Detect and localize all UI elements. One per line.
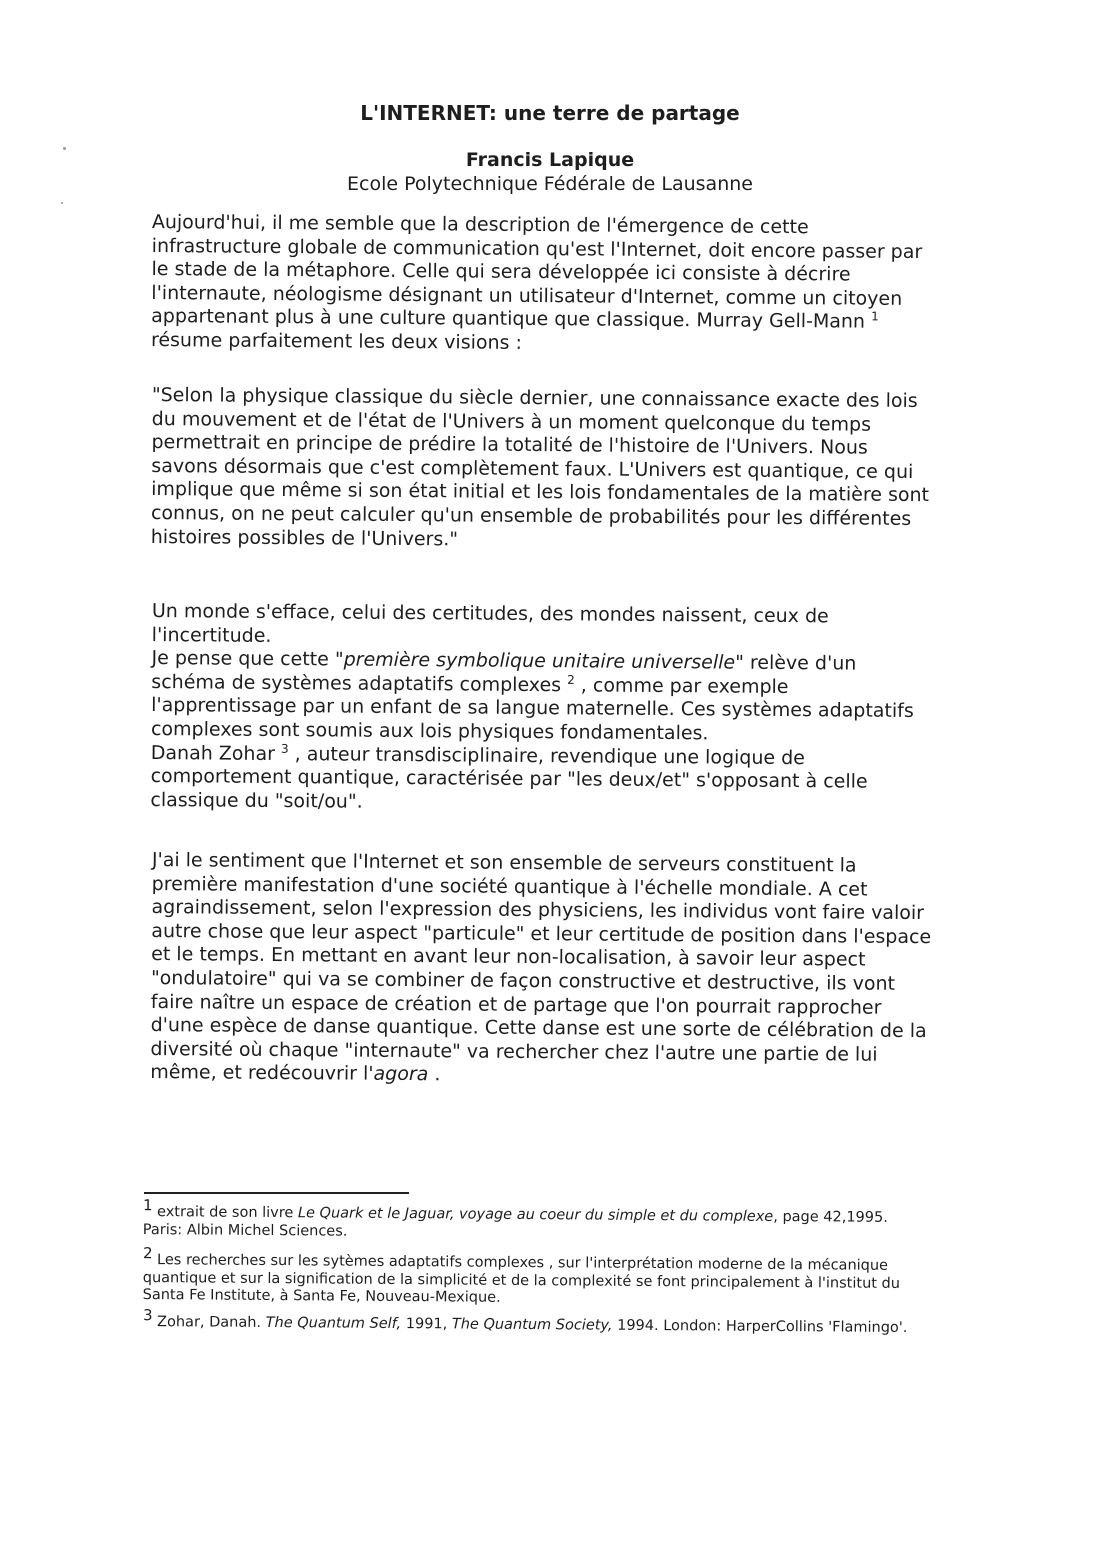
- footnote-number: 1: [142, 1196, 153, 1215]
- author-affiliation: Ecole Polytechnique Fédérale de Lausanne: [347, 173, 753, 195]
- paragraph-text: Je pense que cette ": [151, 647, 344, 671]
- paragraph-internet: [150, 849, 932, 1091]
- footnote-ref-1: 1: [871, 309, 879, 324]
- emphasis-text: première symbolique unitaire universelle: [343, 648, 736, 674]
- paragraph-text: Danah Zohar: [150, 741, 276, 765]
- paragraph-text: résume parfaitement les deux visions :: [150, 328, 523, 354]
- author-name: Francis Lapique: [465, 149, 635, 171]
- paragraph-text: J'ai le sentiment que l'Internet et son ensemble de serveurs constituent la première manifestation d'une société quantique à l'échelle mondiale. A cet agraindissement, selon l'expression des physiciens, les individus vont faire valoir autre chose que leur aspect "particule" et leur certitude de position dans l'espace et le temps. En mettant en avant leur non-localisation, à savoir leur aspect "ondulatoire" qui va se combiner de façon constructive et destructive, ils vont faire naître un espace de création et de partage que l'on pourrait rapprocher d'une espèce de danse quantique. Cette danse est une sorte de célébration de la diversité où chaque "internaute" va rechercher chez l'autre une partie de lui même, et redécouvrir l': [150, 849, 932, 1086]
- paragraph-intro: [151, 211, 932, 359]
- footnote-ref-2: 2: [567, 672, 575, 687]
- paragraph-text: , auteur transdisciplinaire, revendique une logique de comportement quantique, caractérisée par "les deux/et" s'opposant à celle classique du "soit/ou".: [150, 742, 868, 813]
- footnote-3: [142, 1306, 923, 1338]
- paragraph-text: Aujourd'hui, il me semble que la description de l'émergence de cette infrastructure globale de communication qu'est l'Internet, doit encore passer par le stade de la métaphore. Celle qui sera développée ici consiste à décrire l'internaute, néologisme désignant un utilisateur d'Internet, comme un citoyen appartenant plus à une culture quantique que classique. Murray Gell-Mann: [151, 211, 923, 333]
- footnote-text: 1994. London: HarperCollins 'Flamingo'.: [612, 1317, 908, 1337]
- emphasis-text: agora: [373, 1063, 429, 1086]
- footnote-book-title: Le Quark et le Jaguar, voyage au coeur du simple et du complexe: [297, 1205, 774, 1225]
- scan-speck: [61, 202, 63, 204]
- footnote-text: 1991,: [401, 1316, 452, 1333]
- footnote-book-title: The Quantum Society,: [451, 1316, 613, 1334]
- paragraph-text: Un monde s'efface, celui des certitudes, des mondes naissent, ceux de l'incertitude.: [151, 600, 829, 647]
- footnote-text: Les recherches sur les sytèmes adaptatifs complexes , sur l'interprétation moderne de la mécanique quantique et sur la signification de la simplicité et de la complexité se font principalement à l'institut du Santa Fe Institute, à Santa Fe, Nouveau-Mexique.: [142, 1252, 901, 1306]
- paragraph-quote: "Selon la physique classique du siècle dernier, une connaissance exacte des lois du mouvement et de l'état de l'Univers à un moment quelconque du temps permettrait en principe de prédire la totalité de l'histoire de l'Univers. Nous savons désormais que c'est complètement faux. L'Univers est quantique, ce qui implique que même si son état initial et les lois fondamentales de la matière sont connus, on ne peut calculer qu'un ensemble de probabilités pour les différentes histoires possibles de l'Univers.": [150, 384, 930, 550]
- paragraph-text: .: [434, 1063, 441, 1086]
- footnote-number: 3: [142, 1306, 153, 1325]
- footnote-number: 2: [142, 1244, 153, 1263]
- paragraph-systems: [150, 600, 932, 818]
- footnote-book-title: The Quantum Self,: [265, 1314, 402, 1333]
- footnote-text: , page 42,1995. Paris: Albin Michel Sciences.: [142, 1208, 888, 1240]
- footnote-1: [142, 1196, 923, 1245]
- footnote-text: Zohar, Danah.: [152, 1314, 266, 1331]
- footnote-ref-3: 3: [281, 741, 289, 756]
- footnote-2: [142, 1244, 923, 1311]
- paragraph-text: , comme par exemple l'apprentissage par un enfant de sa langue maternelle. Ces systèmes adaptatifs complexes sont soumis aux lois physiques fondamentales.: [150, 674, 914, 745]
- document-title: L'INTERNET: une terre de partage: [360, 101, 740, 125]
- footnote-divider: [144, 1192, 409, 1194]
- footnote-text: extrait de son livre: [152, 1204, 299, 1222]
- paragraph-text: " relève d'un schéma de systèmes adaptatifs complexes: [151, 651, 857, 696]
